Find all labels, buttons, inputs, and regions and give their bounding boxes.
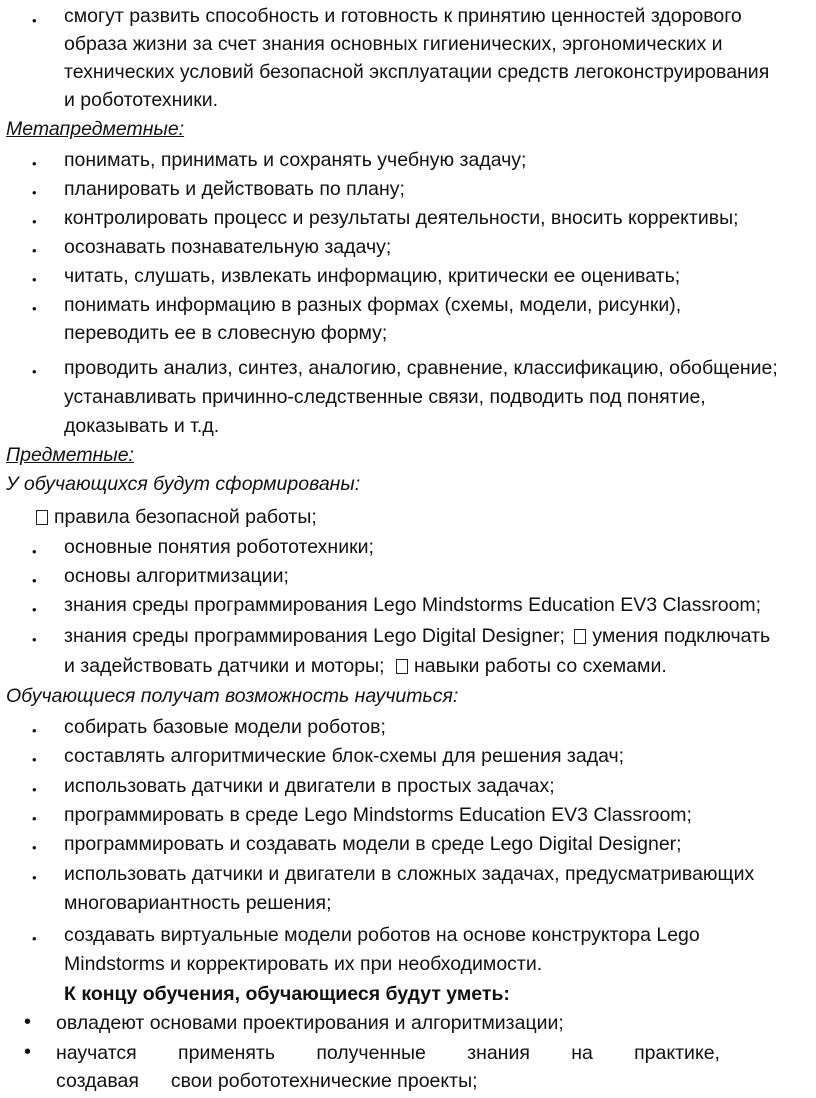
- list-item: осознавать познавательную задачу;: [64, 236, 392, 258]
- text-line: технических условий безопасной эксплуатации средств легоконструирования: [64, 61, 770, 83]
- missing-glyph-icon: [396, 659, 408, 674]
- word: свои робототехнические проекты;: [170, 1070, 478, 1092]
- list-item: программировать в среде Lego Mindstorms Education EV3 Classroom;: [64, 804, 692, 826]
- list-item-continuation: переводить ее в словесную форму;: [64, 322, 388, 344]
- word: создавая: [56, 1070, 139, 1092]
- list-item-continuation: [64, 657, 667, 677]
- list-item-continuation: [56, 1072, 478, 1092]
- list-item: овладеют основами проектирования и алгоритмизации;: [56, 1012, 564, 1034]
- bullet: •: [24, 1041, 32, 1063]
- list-item: проводить анализ, синтез, аналогию, сравнение, классификацию, обобщение;: [64, 357, 778, 379]
- section-heading-meta: Метапредметные:: [6, 118, 185, 140]
- text-line: образа жизни за счет знания основных гигиенических, эргономических и: [64, 33, 723, 55]
- list-item: знания среды программирования Lego Mindstorms Education EV3 Classroom;: [64, 594, 762, 616]
- bullet: •: [32, 573, 37, 588]
- bullet: •: [32, 811, 37, 826]
- bullet: •: [32, 156, 37, 171]
- bullet: •: [32, 782, 37, 797]
- list-item: [64, 627, 770, 647]
- bullet: •: [32, 840, 37, 855]
- bullet: •: [32, 214, 37, 229]
- word: научатся: [56, 1042, 137, 1064]
- word: знания: [467, 1042, 530, 1064]
- missing-glyph-icon: [36, 510, 48, 525]
- bullet: •: [32, 870, 37, 885]
- justified-line: [56, 1044, 720, 1064]
- section-heading-subject: Предметные:: [6, 444, 134, 466]
- list-item-continuation: устанавливать причинно-следственные связи, подводить под понятие,: [64, 386, 706, 408]
- list-item: планировать и действовать по плану;: [64, 178, 405, 200]
- bullet: •: [32, 602, 37, 617]
- bullet: •: [32, 272, 37, 287]
- bullet: •: [32, 301, 37, 316]
- list-item: использовать датчики и двигатели в простых задачах;: [64, 775, 555, 797]
- list-item-continuation: Mindstorms и корректировать их при необходимости.: [64, 953, 543, 975]
- bullet: •: [32, 632, 37, 647]
- list-item: составлять алгоритмические блок-схемы для решения задач;: [64, 745, 625, 767]
- list-item: понимать информацию в разных формах (схемы, модели, рисунки),: [64, 294, 682, 316]
- bullet: •: [32, 752, 37, 767]
- list-item-text: правила безопасной работы;: [54, 506, 317, 528]
- list-item: использовать датчики и двигатели в сложных задачах, предусматривающих: [64, 863, 755, 885]
- list-item-text: умения подключать: [592, 625, 771, 647]
- missing-glyph-icon: [574, 629, 586, 644]
- text-line: и робототехники.: [64, 89, 219, 111]
- text-line: смогут развить способность и готовность к принятию ценностей здорового: [64, 5, 742, 27]
- word: полученные: [316, 1042, 426, 1064]
- section-subheading: У обучающихся будут сформированы:: [6, 473, 361, 495]
- list-item-text: знания среды программирования Lego Digital Designer;: [64, 625, 565, 647]
- bullet: •: [24, 1011, 32, 1033]
- list-item: создавать виртуальные модели роботов на основе конструктора Lego: [64, 924, 700, 946]
- word: на: [571, 1042, 593, 1064]
- bullet: •: [32, 931, 37, 946]
- list-item: [36, 508, 317, 528]
- list-item: читать, слушать, извлекать информацию, критически ее оценивать;: [64, 265, 681, 287]
- list-item: программировать и создавать модели в среде Lego Digital Designer;: [64, 833, 682, 855]
- section-heading-opportunity: Обучающиеся получат возможность научиться:: [6, 685, 459, 707]
- list-item: контролировать процесс и результаты деятельности, вносить коррективы;: [64, 207, 739, 229]
- bullet: •: [32, 544, 37, 559]
- list-item-continuation: доказывать и т.д.: [64, 415, 220, 437]
- bullet: •: [32, 13, 37, 28]
- list-item: понимать, принимать и сохранять учебную задачу;: [64, 149, 527, 171]
- list-item-text: навыки работы со схемами.: [413, 655, 667, 677]
- bullet: •: [32, 185, 37, 200]
- list-item: основы алгоритмизации;: [64, 565, 289, 587]
- list-item-text: и задействовать датчики и моторы;: [64, 655, 385, 677]
- bullet: •: [32, 364, 37, 379]
- word: применять: [178, 1042, 276, 1064]
- bullet: •: [32, 723, 37, 738]
- list-item: собирать базовые модели роботов;: [64, 716, 386, 738]
- list-item-continuation: многовариантность решения;: [64, 892, 332, 914]
- section-heading-outcome: К концу обучения, обучающиеся будут уметь:: [64, 983, 510, 1005]
- word: практике,: [634, 1042, 720, 1064]
- bullet: •: [32, 243, 37, 258]
- list-item: основные понятия робототехники;: [64, 536, 374, 558]
